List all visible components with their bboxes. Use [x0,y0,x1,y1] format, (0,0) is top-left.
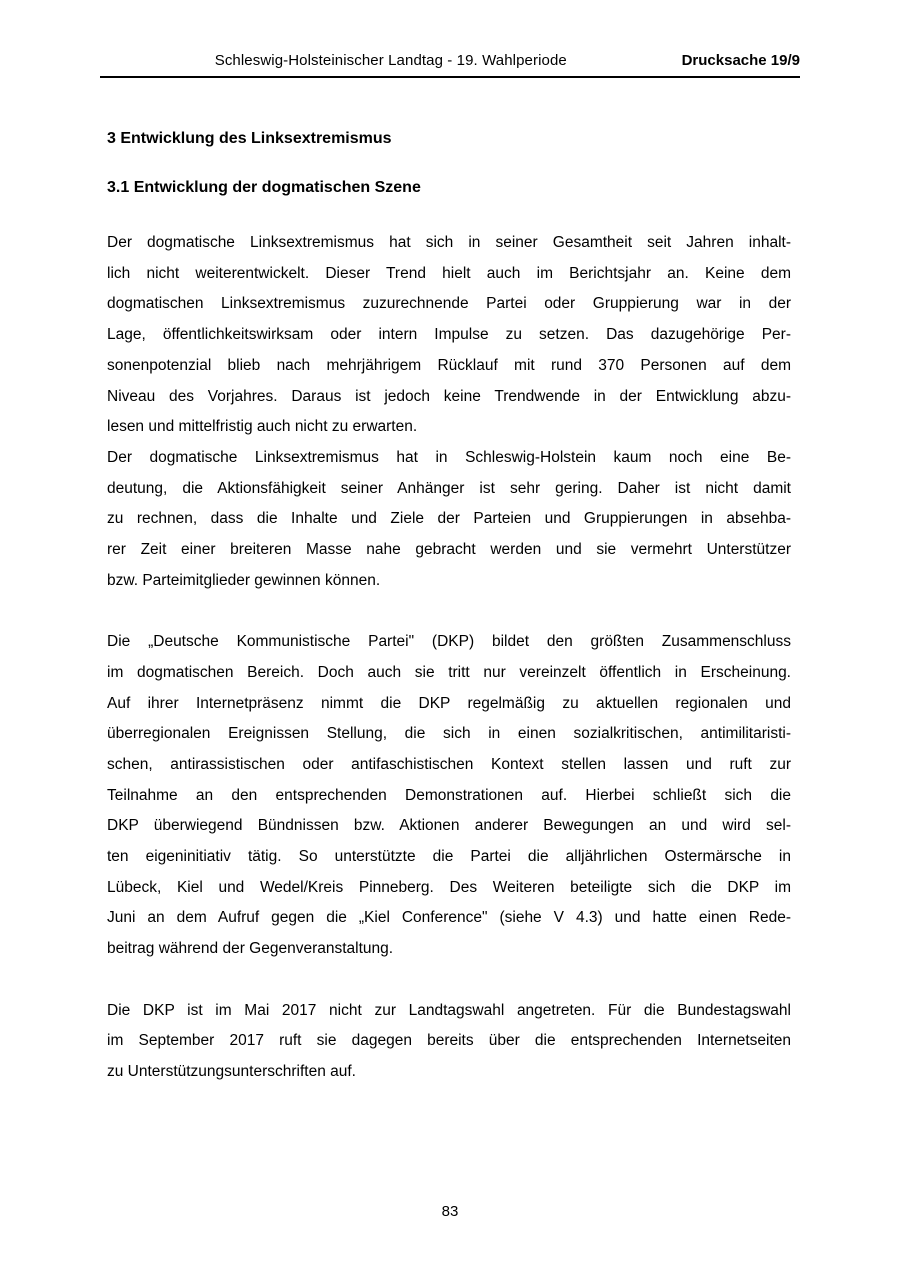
text-line: überregionalen Ereignissen Stellung, die sich in einen sozialkritischen, antimilitaristi- [107,725,791,743]
document-content [107,74,791,1088]
subsection-heading: 3.1 Entwicklung der dogmatischen Szene [107,179,421,196]
text-line: beitrag während der Gegenveranstaltung. [107,940,394,958]
text-line: Die DKP ist im Mai 2017 nicht zur Landtagswahl angetreten. Für die Bundestagswahl [107,1001,791,1019]
text-line: Lage, öffentlichkeitswirksam oder intern Impulse zu setzen. Das dazugehörige Per- [107,326,791,344]
text-line: Auf ihrer Internetpräsenz nimmt die DKP regelmäßig zu aktuellen regionalen und [107,694,791,712]
text-line: Lübeck, Kiel und Wedel/Kreis Pinneberg. Des Weiteren beteiligte sich die DKP im [107,878,791,896]
paragraph [107,996,791,1088]
text-line: rer Zeit einer breiteren Masse nahe gebracht werden und sie vermehrt Unterstützer [107,541,791,559]
text-line: Die „Deutsche Kommunistische Partei" (DKP) bildet den größten Zusammenschluss [107,633,791,651]
text-line: Der dogmatische Linksextremismus hat in Schleswig-Holstein kaum noch eine Be- [107,448,791,466]
page-number: 83 [441,1203,459,1220]
text-line: sonenpotenzial blieb nach mehrjährigem Rücklauf mit rund 370 Personen auf dem [107,356,791,374]
document-body [107,228,791,1088]
text-line: deutung, die Aktionsfähigkeit seiner Anhänger ist sehr gering. Daher ist nicht damit [107,479,791,497]
text-line: schen, antirassistischen oder antifaschistischen Kontext stellen lassen und ruft zur [107,755,791,773]
header-title: Schleswig-Holsteinischer Landtag - 19. Wahlperiode [214,52,567,69]
text-line: Teilnahme an den entsprechenden Demonstrationen auf. Hierbei schließt sich die [107,786,791,804]
text-line: DKP überwiegend Bündnissen bzw. Aktionen anderer Bewegungen an und wird sel- [107,817,791,835]
text-line: Juni an dem Aufruf gegen die „Kiel Conference" (siehe V 4.3) und hatte einen Rede- [107,909,791,927]
header-drucksache: Drucksache 19/9 [681,52,800,69]
text-line: Der dogmatische Linksextremismus hat sich in seiner Gesamtheit seit Jahren inhalt- [107,234,791,251]
text-line: bzw. Parteimitglieder gewinnen können. [107,571,381,589]
paragraph [107,228,791,443]
text-line: ten eigeninitiativ tätig. So unterstützte die Partei die alljährlichen Ostermärsche in [107,848,791,866]
text-line: lich nicht weiterentwickelt. Dieser Trend hielt auch im Berichtsjahr an. Keine dem [107,264,791,282]
text-line: im September 2017 ruft sie dagegen bereits über die entsprechenden Internetseiten [107,1032,791,1050]
paragraph [107,627,791,965]
page-footer [0,1203,900,1220]
text-line: zu rechnen, dass die Inhalte und Ziele der Parteien und Gruppierungen in absehba- [107,510,791,528]
text-line: lesen und mittelfristig auch nicht zu erwarten. [107,418,418,436]
text-line: im dogmatischen Bereich. Doch auch sie tritt nur vereinzelt öffentlich in Erscheinung. [107,663,791,681]
text-line: dogmatischen Linksextremismus zuzurechnende Partei oder Gruppierung war in der [107,295,791,313]
section-heading: 3 Entwicklung des Linksextremismus [107,130,392,147]
text-line: Niveau des Vorjahres. Daraus ist jedoch keine Trendwende in der Entwicklung abzu- [107,387,791,405]
text-line: zu Unterstützungsunterschriften auf. [107,1062,356,1080]
paragraph [107,443,791,597]
